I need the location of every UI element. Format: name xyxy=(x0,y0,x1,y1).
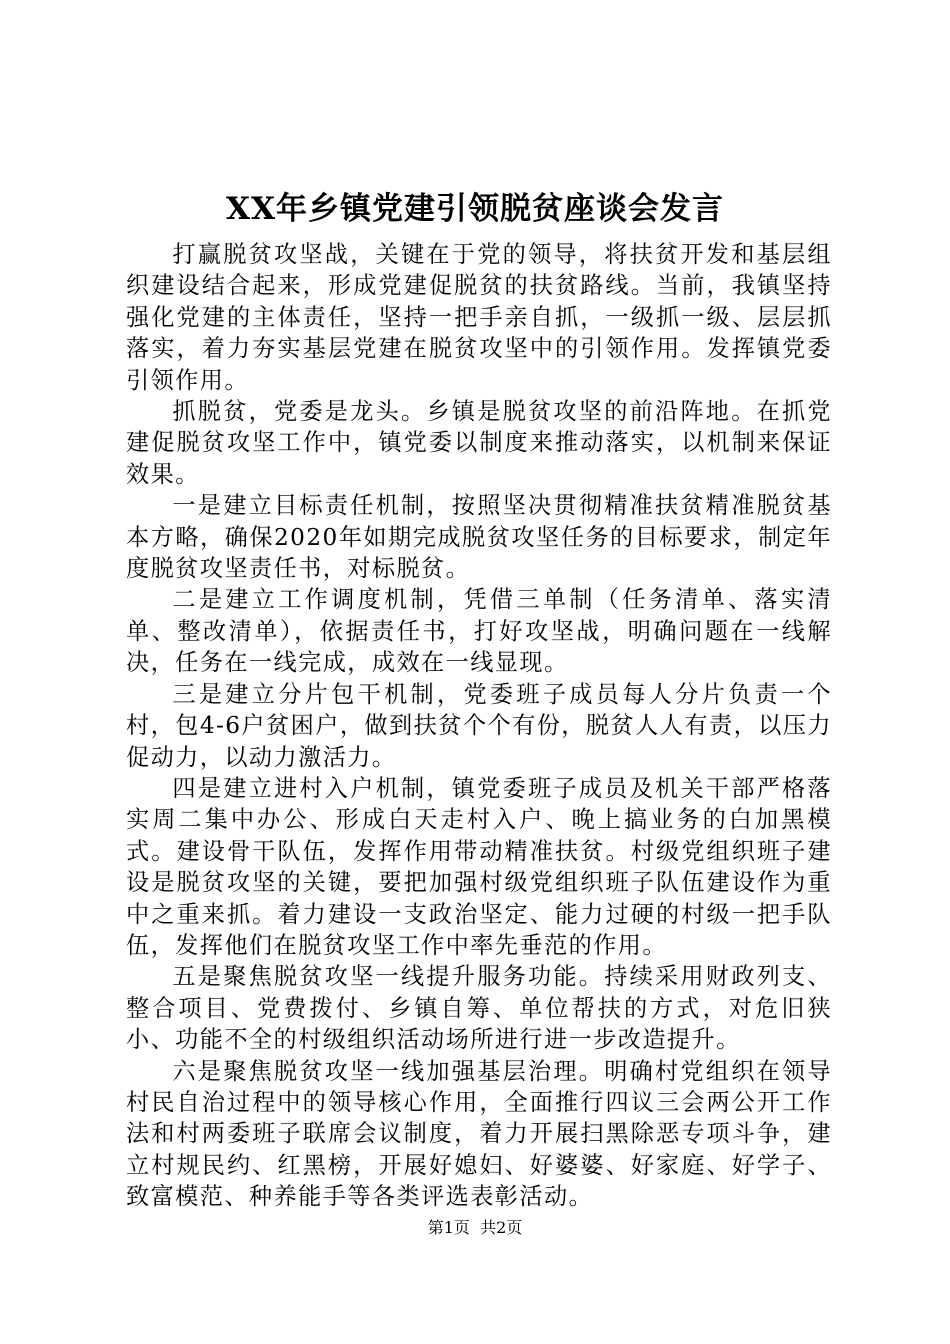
document-title: XX年乡镇党建引领脱贫座谈会发言 xyxy=(225,191,725,227)
paragraph-work-scheduling: 二是建立工作调度机制，凭借三单制（任务清单、落实清单、整改清单），依据责任书，打好攻坚战，明确问题在一线解决，任务在一线完成，成效在一线显现。 xyxy=(126,586,832,677)
paragraph-intro: 打赢脱贫攻坚战，关键在于党的领导，将扶贫开发和基层组织建设结合起来，形成党建促脱贫的扶贫路线。当前，我镇坚持强化党建的主体责任，坚持一把手亲自抓，一级抓一级、层层抓落实，着力夯实基层党建在脱贫攻坚中的引领作用。发挥镇党委引领作用。 xyxy=(126,241,832,394)
paragraph-grassroots-governance: 六是聚焦脱贫攻坚一线加强基层治理。明确村党组织在领导村民自治过程中的领导核心作用，全面推行四议三会两公开工作法和村两委班子联席会议制度，着力开展扫黑除恶专项斗争，建立村规民约、红黑榜，开展好媳妇、好婆婆、好家庭、好学子、致富模范、种养能手等各类评选表彰活动。 xyxy=(126,1057,832,1211)
paragraph-village-visits: 四是建立进村入户机制，镇党委班子成员及机关干部严格落实周二集中办公、形成白天走村入户、晚上搞业务的白加黑模式。建设骨干队伍，发挥作用带动精准扶贫。村级党组织班子建设是脱贫攻坚的关键，要把加强村级党组织班子队伍建设作为重中之重来抓。着力建设一支政治坚定、能力过硬的村级一把手队伍，发挥他们在脱贫攻坚工作中率先垂范的作用。 xyxy=(126,774,832,959)
page-footer xyxy=(0,1216,950,1240)
document-body xyxy=(126,239,832,1213)
page-number: 第1页 xyxy=(427,1218,470,1237)
page-total: 共2页 xyxy=(480,1218,523,1237)
paragraph-party-leadership: 抓脱贫，党委是龙头。乡镇是脱贫攻坚的前沿阵地。在抓党建促脱贫攻坚工作中，镇党委以制度来推动落实，以机制来保证效果。 xyxy=(126,398,832,488)
paragraph-service-functions: 五是聚焦脱贫攻坚一线提升服务功能。持续采用财政列支、整合项目、党费拨付、乡镇自筹、单位帮扶的方式，对危旧狭小、功能不全的村级组织活动场所进行进一步改造提升。 xyxy=(126,963,832,1054)
paragraph-target-responsibility: 一是建立目标责任机制，按照坚决贯彻精准扶贫精准脱贫基本方略，确保2020年如期完成脱贫攻坚任务的目标要求，制定年度脱贫攻坚责任书，对标脱贫。 xyxy=(126,492,832,583)
paragraph-area-contracting: 三是建立分片包干机制，党委班子成员每人分片负责一个村，包4-6户贫困户，做到扶贫个个有份，脱贫人人有责，以压力促动力，以动力激活力。 xyxy=(126,680,832,771)
